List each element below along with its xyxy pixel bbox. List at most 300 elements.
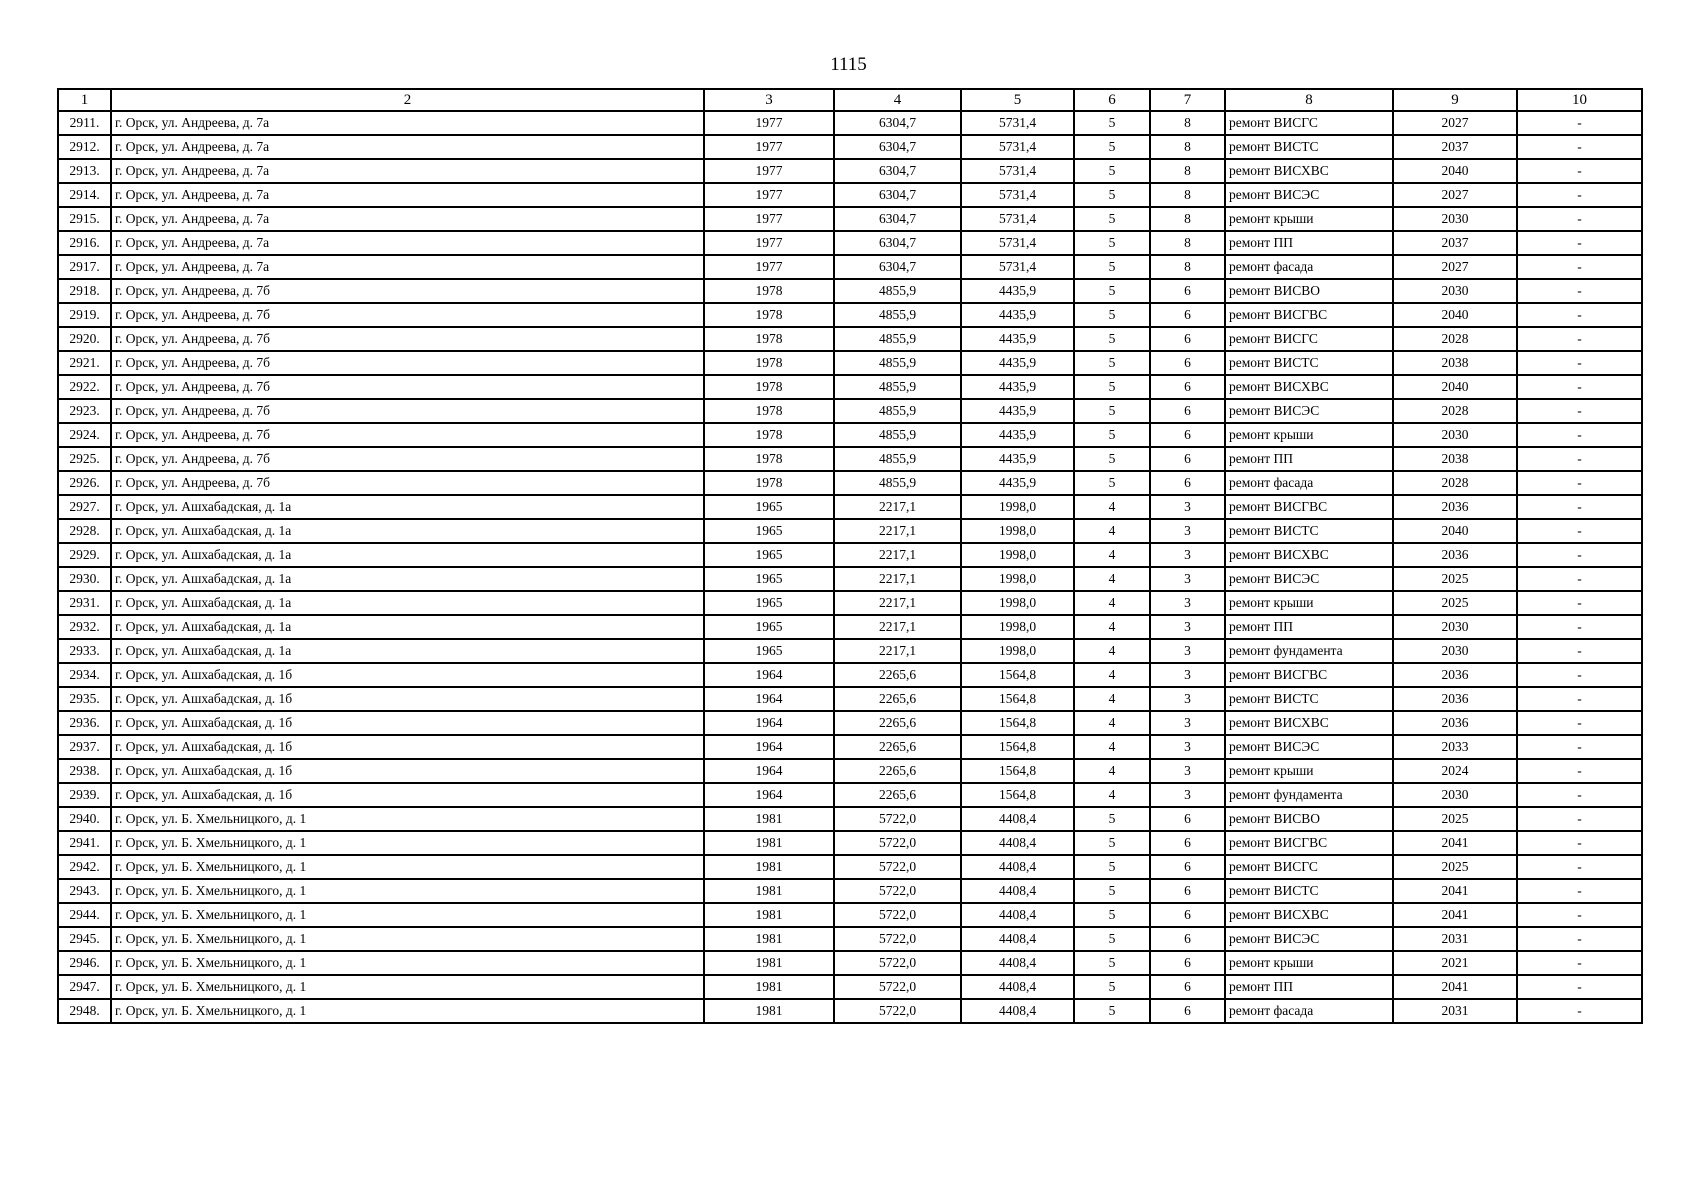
total-area-cell: 2265,6 [834, 759, 961, 783]
work-type-cell: ремонт ВИСГВС [1225, 495, 1393, 519]
address-cell: г. Орск, ул. Ашхабадская, д. 1а [111, 519, 704, 543]
entrances-cell: 3 [1150, 759, 1225, 783]
row-number-cell: 2911. [58, 111, 111, 135]
work-type-cell: ремонт крыши [1225, 423, 1393, 447]
year-planned-cell: 2030 [1393, 615, 1517, 639]
row-number-cell: 2934. [58, 663, 111, 687]
note-cell: - [1517, 207, 1642, 231]
table-row [58, 183, 1642, 207]
row-number-cell: 2918. [58, 279, 111, 303]
entrances-cell: 3 [1150, 591, 1225, 615]
address-cell: г. Орск, ул. Ашхабадская, д. 1а [111, 639, 704, 663]
table-row [58, 759, 1642, 783]
year-cell: 1978 [704, 303, 834, 327]
table-row [58, 663, 1642, 687]
year-planned-cell: 2040 [1393, 519, 1517, 543]
work-type-cell: ремонт фундамента [1225, 639, 1393, 663]
floors-cell: 5 [1074, 231, 1150, 255]
floors-cell: 4 [1074, 735, 1150, 759]
living-area-cell: 5731,4 [961, 159, 1074, 183]
floors-cell: 4 [1074, 495, 1150, 519]
floors-cell: 4 [1074, 759, 1150, 783]
note-cell: - [1517, 735, 1642, 759]
living-area-cell: 1998,0 [961, 615, 1074, 639]
total-area-cell: 5722,0 [834, 831, 961, 855]
entrances-cell: 3 [1150, 567, 1225, 591]
table-row [58, 303, 1642, 327]
year-cell: 1964 [704, 663, 834, 687]
row-number-cell: 2927. [58, 495, 111, 519]
entrances-cell: 6 [1150, 903, 1225, 927]
note-cell: - [1517, 639, 1642, 663]
entrances-cell: 8 [1150, 159, 1225, 183]
total-area-cell: 2265,6 [834, 735, 961, 759]
table-body [58, 111, 1642, 1023]
total-area-cell: 2265,6 [834, 783, 961, 807]
entrances-cell: 6 [1150, 279, 1225, 303]
year-cell: 1981 [704, 831, 834, 855]
entrances-cell: 6 [1150, 303, 1225, 327]
floors-cell: 5 [1074, 111, 1150, 135]
year-cell: 1964 [704, 711, 834, 735]
year-planned-cell: 2021 [1393, 951, 1517, 975]
address-cell: г. Орск, ул. Андреева, д. 7б [111, 303, 704, 327]
work-type-cell: ремонт ВИСХВС [1225, 159, 1393, 183]
address-cell: г. Орск, ул. Андреева, д. 7а [111, 183, 704, 207]
address-cell: г. Орск, ул. Андреева, д. 7б [111, 327, 704, 351]
living-area-cell: 5731,4 [961, 135, 1074, 159]
year-planned-cell: 2030 [1393, 783, 1517, 807]
year-planned-cell: 2036 [1393, 495, 1517, 519]
living-area-cell: 4435,9 [961, 423, 1074, 447]
floors-cell: 5 [1074, 807, 1150, 831]
work-type-cell: ремонт ВИСТС [1225, 687, 1393, 711]
floors-cell: 5 [1074, 447, 1150, 471]
row-number-cell: 2921. [58, 351, 111, 375]
note-cell: - [1517, 951, 1642, 975]
year-planned-cell: 2030 [1393, 639, 1517, 663]
row-number-cell: 2913. [58, 159, 111, 183]
row-number-cell: 2931. [58, 591, 111, 615]
year-planned-cell: 2040 [1393, 375, 1517, 399]
row-number-cell: 2933. [58, 639, 111, 663]
living-area-cell: 4435,9 [961, 399, 1074, 423]
living-area-cell: 5731,4 [961, 207, 1074, 231]
floors-cell: 5 [1074, 951, 1150, 975]
year-cell: 1978 [704, 327, 834, 351]
year-planned-cell: 2031 [1393, 927, 1517, 951]
floors-cell: 5 [1074, 159, 1150, 183]
column-header-2: 2 [111, 89, 704, 111]
floors-cell: 5 [1074, 279, 1150, 303]
address-cell: г. Орск, ул. Андреева, д. 7б [111, 423, 704, 447]
floors-cell: 4 [1074, 783, 1150, 807]
year-cell: 1978 [704, 279, 834, 303]
work-type-cell: ремонт ВИСЭС [1225, 735, 1393, 759]
year-planned-cell: 2041 [1393, 903, 1517, 927]
address-cell: г. Орск, ул. Андреева, д. 7а [111, 159, 704, 183]
address-cell: г. Орск, ул. Б. Хмельницкого, д. 1 [111, 975, 704, 999]
living-area-cell: 4408,4 [961, 975, 1074, 999]
floors-cell: 4 [1074, 687, 1150, 711]
row-number-cell: 2946. [58, 951, 111, 975]
row-number-cell: 2935. [58, 687, 111, 711]
note-cell: - [1517, 135, 1642, 159]
year-planned-cell: 2028 [1393, 399, 1517, 423]
table-row [58, 951, 1642, 975]
note-cell: - [1517, 327, 1642, 351]
note-cell: - [1517, 447, 1642, 471]
living-area-cell: 1564,8 [961, 663, 1074, 687]
year-cell: 1977 [704, 255, 834, 279]
row-number-cell: 2947. [58, 975, 111, 999]
row-number-cell: 2942. [58, 855, 111, 879]
row-number-cell: 2923. [58, 399, 111, 423]
table-row [58, 207, 1642, 231]
entrances-cell: 6 [1150, 999, 1225, 1023]
living-area-cell: 4435,9 [961, 471, 1074, 495]
year-planned-cell: 2038 [1393, 447, 1517, 471]
entrances-cell: 8 [1150, 231, 1225, 255]
row-number-cell: 2937. [58, 735, 111, 759]
note-cell: - [1517, 807, 1642, 831]
row-number-cell: 2936. [58, 711, 111, 735]
floors-cell: 4 [1074, 639, 1150, 663]
note-cell: - [1517, 183, 1642, 207]
year-planned-cell: 2041 [1393, 975, 1517, 999]
floors-cell: 4 [1074, 663, 1150, 687]
table-row [58, 159, 1642, 183]
row-number-cell: 2930. [58, 567, 111, 591]
address-cell: г. Орск, ул. Ашхабадская, д. 1б [111, 711, 704, 735]
floors-cell: 5 [1074, 183, 1150, 207]
total-area-cell: 5722,0 [834, 903, 961, 927]
address-cell: г. Орск, ул. Андреева, д. 7а [111, 255, 704, 279]
note-cell: - [1517, 711, 1642, 735]
address-cell: г. Орск, ул. Б. Хмельницкого, д. 1 [111, 999, 704, 1023]
work-type-cell: ремонт ВИСТС [1225, 351, 1393, 375]
year-cell: 1981 [704, 951, 834, 975]
total-area-cell: 5722,0 [834, 999, 961, 1023]
work-type-cell: ремонт ВИСХВС [1225, 711, 1393, 735]
floors-cell: 4 [1074, 567, 1150, 591]
address-cell: г. Орск, ул. Ашхабадская, д. 1б [111, 735, 704, 759]
table-row [58, 927, 1642, 951]
living-area-cell: 1998,0 [961, 543, 1074, 567]
work-type-cell: ремонт ВИСХВС [1225, 375, 1393, 399]
row-number-cell: 2925. [58, 447, 111, 471]
living-area-cell: 4408,4 [961, 927, 1074, 951]
living-area-cell: 1564,8 [961, 735, 1074, 759]
note-cell: - [1517, 423, 1642, 447]
work-type-cell: ремонт ПП [1225, 447, 1393, 471]
entrances-cell: 6 [1150, 927, 1225, 951]
row-number-cell: 2916. [58, 231, 111, 255]
entrances-cell: 3 [1150, 639, 1225, 663]
table-row [58, 231, 1642, 255]
address-cell: г. Орск, ул. Андреева, д. 7б [111, 447, 704, 471]
work-type-cell: ремонт ВИСТС [1225, 519, 1393, 543]
note-cell: - [1517, 687, 1642, 711]
table-row [58, 495, 1642, 519]
note-cell: - [1517, 663, 1642, 687]
note-cell: - [1517, 759, 1642, 783]
note-cell: - [1517, 855, 1642, 879]
year-cell: 1965 [704, 615, 834, 639]
living-area-cell: 4435,9 [961, 447, 1074, 471]
entrances-cell: 8 [1150, 135, 1225, 159]
note-cell: - [1517, 999, 1642, 1023]
table-row [58, 975, 1642, 999]
entrances-cell: 6 [1150, 879, 1225, 903]
living-area-cell: 5731,4 [961, 111, 1074, 135]
address-cell: г. Орск, ул. Б. Хмельницкого, д. 1 [111, 855, 704, 879]
column-header-7: 7 [1150, 89, 1225, 111]
row-number-cell: 2912. [58, 135, 111, 159]
entrances-cell: 6 [1150, 471, 1225, 495]
entrances-cell: 8 [1150, 183, 1225, 207]
table-row [58, 711, 1642, 735]
address-cell: г. Орск, ул. Ашхабадская, д. 1б [111, 687, 704, 711]
address-cell: г. Орск, ул. Андреева, д. 7б [111, 351, 704, 375]
floors-cell: 5 [1074, 879, 1150, 903]
year-cell: 1981 [704, 855, 834, 879]
living-area-cell: 5731,4 [961, 255, 1074, 279]
floors-cell: 4 [1074, 711, 1150, 735]
entrances-cell: 6 [1150, 423, 1225, 447]
floors-cell: 5 [1074, 903, 1150, 927]
row-number-cell: 2941. [58, 831, 111, 855]
year-planned-cell: 2036 [1393, 711, 1517, 735]
year-planned-cell: 2030 [1393, 279, 1517, 303]
living-area-cell: 4408,4 [961, 999, 1074, 1023]
year-cell: 1965 [704, 495, 834, 519]
work-type-cell: ремонт ВИСХВС [1225, 903, 1393, 927]
row-number-cell: 2940. [58, 807, 111, 831]
entrances-cell: 6 [1150, 855, 1225, 879]
work-type-cell: ремонт ВИСГВС [1225, 663, 1393, 687]
floors-cell: 5 [1074, 399, 1150, 423]
work-type-cell: ремонт ВИСЭС [1225, 399, 1393, 423]
year-cell: 1981 [704, 879, 834, 903]
work-type-cell: ремонт ВИСТС [1225, 879, 1393, 903]
entrances-cell: 3 [1150, 783, 1225, 807]
address-cell: г. Орск, ул. Андреева, д. 7а [111, 231, 704, 255]
note-cell: - [1517, 375, 1642, 399]
column-header-9: 9 [1393, 89, 1517, 111]
total-area-cell: 2217,1 [834, 519, 961, 543]
entrances-cell: 8 [1150, 255, 1225, 279]
row-number-cell: 2924. [58, 423, 111, 447]
year-planned-cell: 2025 [1393, 591, 1517, 615]
table-row [58, 831, 1642, 855]
column-header-4: 4 [834, 89, 961, 111]
year-cell: 1977 [704, 231, 834, 255]
entrances-cell: 3 [1150, 735, 1225, 759]
year-planned-cell: 2038 [1393, 351, 1517, 375]
note-cell: - [1517, 591, 1642, 615]
floors-cell: 5 [1074, 135, 1150, 159]
floors-cell: 5 [1074, 975, 1150, 999]
row-number-cell: 2917. [58, 255, 111, 279]
total-area-cell: 5722,0 [834, 927, 961, 951]
note-cell: - [1517, 279, 1642, 303]
table-row [58, 255, 1642, 279]
table-row [58, 903, 1642, 927]
living-area-cell: 1564,8 [961, 687, 1074, 711]
address-cell: г. Орск, ул. Андреева, д. 7б [111, 399, 704, 423]
address-cell: г. Орск, ул. Андреева, д. 7б [111, 375, 704, 399]
total-area-cell: 2217,1 [834, 567, 961, 591]
table-row [58, 783, 1642, 807]
total-area-cell: 5722,0 [834, 879, 961, 903]
table-row [58, 543, 1642, 567]
entrances-cell: 8 [1150, 207, 1225, 231]
year-cell: 1965 [704, 639, 834, 663]
year-cell: 1964 [704, 735, 834, 759]
total-area-cell: 4855,9 [834, 423, 961, 447]
living-area-cell: 4435,9 [961, 279, 1074, 303]
work-type-cell: ремонт ВИСЭС [1225, 927, 1393, 951]
address-cell: г. Орск, ул. Ашхабадская, д. 1а [111, 495, 704, 519]
year-cell: 1964 [704, 759, 834, 783]
table-header-row [58, 89, 1642, 111]
work-type-cell: ремонт крыши [1225, 591, 1393, 615]
year-cell: 1965 [704, 591, 834, 615]
total-area-cell: 5722,0 [834, 855, 961, 879]
year-cell: 1978 [704, 447, 834, 471]
total-area-cell: 2265,6 [834, 711, 961, 735]
work-type-cell: ремонт ВИСЭС [1225, 183, 1393, 207]
table-row [58, 735, 1642, 759]
note-cell: - [1517, 975, 1642, 999]
floors-cell: 5 [1074, 927, 1150, 951]
work-type-cell: ремонт ВИСГС [1225, 111, 1393, 135]
floors-cell: 5 [1074, 999, 1150, 1023]
total-area-cell: 2217,1 [834, 543, 961, 567]
table-row [58, 999, 1642, 1023]
work-type-cell: ремонт фасада [1225, 999, 1393, 1023]
entrances-cell: 3 [1150, 663, 1225, 687]
work-type-cell: ремонт ВИСВО [1225, 807, 1393, 831]
note-cell: - [1517, 303, 1642, 327]
living-area-cell: 4435,9 [961, 351, 1074, 375]
note-cell: - [1517, 519, 1642, 543]
entrances-cell: 3 [1150, 687, 1225, 711]
floors-cell: 5 [1074, 855, 1150, 879]
year-planned-cell: 2036 [1393, 543, 1517, 567]
year-planned-cell: 2030 [1393, 207, 1517, 231]
living-area-cell: 4408,4 [961, 951, 1074, 975]
year-cell: 1978 [704, 351, 834, 375]
address-cell: г. Орск, ул. Б. Хмельницкого, д. 1 [111, 951, 704, 975]
total-area-cell: 4855,9 [834, 303, 961, 327]
row-number-cell: 2932. [58, 615, 111, 639]
year-cell: 1977 [704, 183, 834, 207]
entrances-cell: 6 [1150, 951, 1225, 975]
entrances-cell: 6 [1150, 807, 1225, 831]
address-cell: г. Орск, ул. Ашхабадская, д. 1а [111, 543, 704, 567]
table-row [58, 567, 1642, 591]
column-header-3: 3 [704, 89, 834, 111]
living-area-cell: 5731,4 [961, 183, 1074, 207]
table-row [58, 375, 1642, 399]
entrances-cell: 6 [1150, 975, 1225, 999]
table-row [58, 423, 1642, 447]
total-area-cell: 4855,9 [834, 279, 961, 303]
address-cell: г. Орск, ул. Ашхабадская, д. 1а [111, 567, 704, 591]
total-area-cell: 6304,7 [834, 111, 961, 135]
year-cell: 1981 [704, 975, 834, 999]
year-planned-cell: 2033 [1393, 735, 1517, 759]
table-row [58, 447, 1642, 471]
total-area-cell: 4855,9 [834, 327, 961, 351]
total-area-cell: 2217,1 [834, 591, 961, 615]
work-type-cell: ремонт ВИСГС [1225, 855, 1393, 879]
column-header-8: 8 [1225, 89, 1393, 111]
floors-cell: 5 [1074, 831, 1150, 855]
total-area-cell: 4855,9 [834, 471, 961, 495]
row-number-cell: 2939. [58, 783, 111, 807]
table-row [58, 807, 1642, 831]
table-row [58, 591, 1642, 615]
note-cell: - [1517, 543, 1642, 567]
year-planned-cell: 2036 [1393, 687, 1517, 711]
total-area-cell: 4855,9 [834, 351, 961, 375]
work-type-cell: ремонт ПП [1225, 231, 1393, 255]
entrances-cell: 3 [1150, 615, 1225, 639]
table-row [58, 399, 1642, 423]
row-number-cell: 2943. [58, 879, 111, 903]
year-cell: 1978 [704, 399, 834, 423]
total-area-cell: 4855,9 [834, 375, 961, 399]
total-area-cell: 2265,6 [834, 663, 961, 687]
floors-cell: 5 [1074, 327, 1150, 351]
row-number-cell: 2922. [58, 375, 111, 399]
registry-table [57, 88, 1643, 1024]
floors-cell: 5 [1074, 375, 1150, 399]
work-type-cell: ремонт фасада [1225, 255, 1393, 279]
note-cell: - [1517, 159, 1642, 183]
row-number-cell: 2944. [58, 903, 111, 927]
entrances-cell: 6 [1150, 399, 1225, 423]
year-planned-cell: 2030 [1393, 423, 1517, 447]
entrances-cell: 3 [1150, 519, 1225, 543]
year-cell: 1981 [704, 927, 834, 951]
year-planned-cell: 2027 [1393, 111, 1517, 135]
note-cell: - [1517, 783, 1642, 807]
living-area-cell: 1998,0 [961, 591, 1074, 615]
entrances-cell: 6 [1150, 447, 1225, 471]
work-type-cell: ремонт ВИСГС [1225, 327, 1393, 351]
work-type-cell: ремонт ПП [1225, 615, 1393, 639]
entrances-cell: 3 [1150, 495, 1225, 519]
row-number-cell: 2928. [58, 519, 111, 543]
living-area-cell: 1998,0 [961, 495, 1074, 519]
year-cell: 1964 [704, 687, 834, 711]
note-cell: - [1517, 615, 1642, 639]
table-row [58, 471, 1642, 495]
total-area-cell: 6304,7 [834, 255, 961, 279]
floors-cell: 4 [1074, 543, 1150, 567]
page-number: 1115 [830, 54, 867, 75]
year-planned-cell: 2041 [1393, 831, 1517, 855]
work-type-cell: ремонт ВИСВО [1225, 279, 1393, 303]
year-planned-cell: 2024 [1393, 759, 1517, 783]
year-cell: 1981 [704, 807, 834, 831]
floors-cell: 5 [1074, 423, 1150, 447]
floors-cell: 5 [1074, 471, 1150, 495]
